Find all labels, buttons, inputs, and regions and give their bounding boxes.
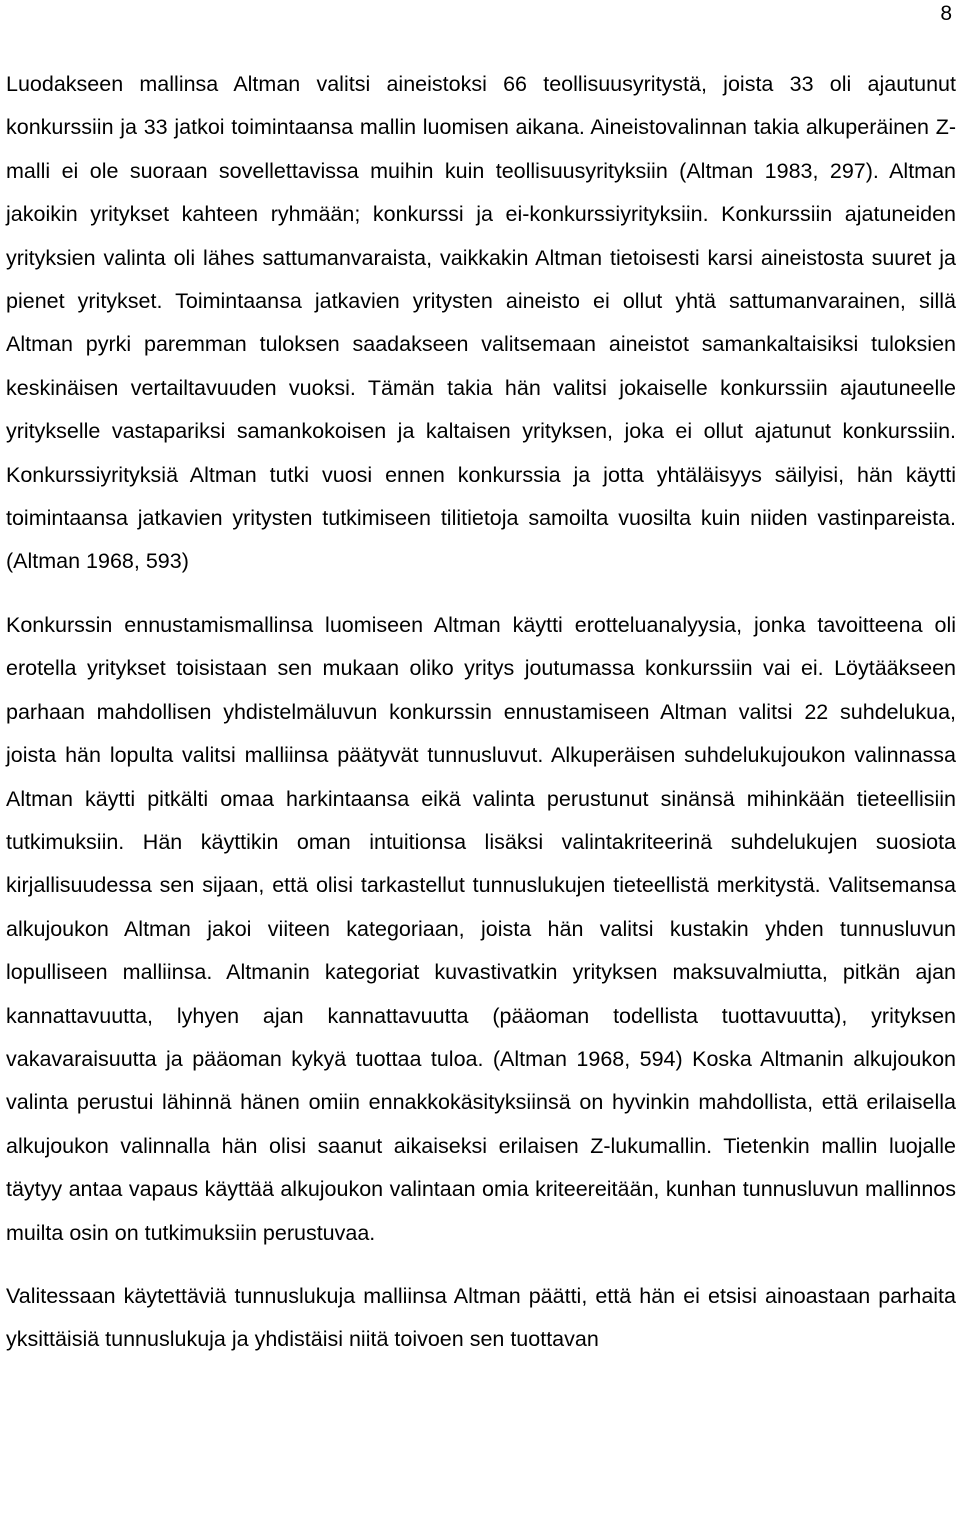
paragraph: Luodakseen mallinsa Altman valitsi aineistoksi 66 teollisuusyritystä, joista 33 oli ajautunut konkurssiin ja 33 jatkoi toimintaansa mallin luomisen aikana. Aineistovalinnan takia alkuperäinen Z-malli ei ole suoraan sovellettavissa muihin kuin teollisuusyrityksiin (Altman 1983, 297). Altman jakoikin yritykset kahteen ryhmään; konkurssi ja ei-konkurssiyrityksiin. Konkurssiin ajatuneiden yrityksien valinta oli lähes sattumanvaraista, vaikkakin Altman tietoisesti karsi aineistosta suuret ja pienet yritykset. Toimintaansa jatkavien yritysten aineisto ei ollut yhtä sattumanvarainen, sillä Altman pyrki paremman tuloksen saadakseen valitsemaan aineistot samankaltaisiksi tuloksien keskinäisen vertailtavuuden vuoksi. Tämän takia hän valitsi jokaiselle konkurssiin ajautuneelle yritykselle vastapariksi samankokoisen ja kaltaisen yrityksen, joka ei ollut ajatunut konkurssiin. Konkurssiyrityksiä Altman tutki vuosi ennen konkurssia ja jotta yhtäläisyys säilyisi, hän käytti toimintaansa jatkavien yritysten tutkimiseen tilitietoja samoilta vuosilta kuin niiden vastinpareista. (Altman 1968, 593) — [6, 72, 956, 574]
paragraph: Valitessaan käytettäviä tunnuslukuja malliinsa Altman päätti, että hän ei etsisi ainoastaan parhaita yksittäisiä tunnuslukuja ja yhdistäisi niitä toivoen sen tuottavan — [6, 1283, 956, 1352]
document-body — [6, 63, 956, 1362]
paragraph: Konkurssin ennustamismallinsa luomiseen Altman käytti erotteluanalyysia, jonka tavoitteena oli erotella yritykset toisistaan sen mukaan oliko yritys joutumassa konkurssiin vai ei. Löytääkseen parhaan mahdollisen yhdistelmäluvun konkurssin ennustamiseen Altman valitsi 22 suhdelukua, joista hän lopulta valitsi malliinsa päätyvät tunnusluvut. Alkuperäisen suhdelukujoukon valinnassa Altman käytti pitkälti omaa harkintaansa eikä valinta perustunut sinänsä mihinkään tieteellisiin tutkimuksiin. Hän käyttikin oman intuitionsa lisäksi valintakriteerinä suhdelukujen suosiota kirjallisuudessa sen sijaan, että olisi tarkastellut tunnuslukujen tieteellistä merkitystä. Valitsemansa alkujoukon Altman jakoi viiteen kategoriaan, joista hän valitsi kustakin yhden tunnusluvun lopulliseen malliinsa. Altmanin kategoriat kuvastivatkin yrityksen maksuvalmiutta, pitkän ajan kannattavuutta, lyhyen ajan kannattavuutta (pääoman todellista tuottavuutta), yrityksen vakavaraisuutta ja pääoman kykyä tuottaa tuloa. (Altman 1968, 594) Koska Altmanin alkujoukon valinta perustui lähinnä hänen omiin ennakkokäsityksiinsä on hyvinkin mahdollista, että erilaisella alkujoukon valinnalla hän olisi saanut aikaiseksi erilaisen Z-lukumallin. Tietenkin mallin luojalle täytyy antaa vapaus käyttää alkujoukon valintaan omia kriteereitään, kunhan tunnusluvun mallinnos muilta osin on tutkimuksiin perustuvaa. — [6, 612, 956, 1245]
page-number: 8 — [940, 2, 952, 25]
